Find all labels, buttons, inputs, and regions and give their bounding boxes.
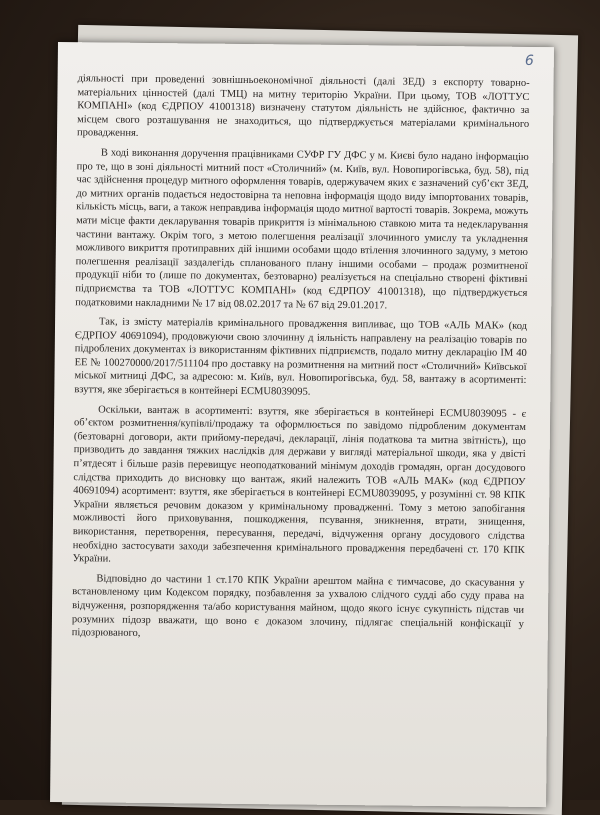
document-page [50,42,554,807]
paragraph: В ході виконання доручення працівниками СУФР ГУ ДФС у м. Києві було надано інформацію про те, що в зоні діяльності митний пост «Столичний» (м. Київ, вул. Новопирогівська, буд. 58), під час здійснення процедур митного оформлення товарів, одержувачем яких є зазначений суб’єкт ЗЕД, до митних органів подається недостовірна та неповна інформація щодо виду імпортованих товарів, кількість місць, ваги, а також неправдива інформація щодо митної вартості товарів. Зокрема, можуть мати місце факти декларування товарів прикриття із мінімальною ставкою мита та недекларування частини вантажу. Окрім того, з метою полегшення реалізації злочинного умислу та укладнення можливого викриття протиправних дій іншими особами щодо втілення злочинного задуму, з метою полегшення реалізації заздалегідь спланованого плану іншими особами – продаж розмитненої продукції ніби то (лише по документах, безтоварно) реалізується на спеціально створені фіктивні підприємства та ТОВ «ЛОТТУС КОМПАНІ» (код ЄДРПОУ 41001318), що підтверджується податковими накладними № 17 від 08.02.2017 та № 67 від 29.01.2017. [75,147,529,311]
document-text [72,72,530,650]
paragraph: Відповідно до частини 1 ст.170 КПК України арештом майна є тимчасове, до скасування у встановленому цим Кодексом порядку, позбавлення за ухвалою слідчого судді або суду права на відчуження, розпорядження та/або користування майном, щодо якого існує сукупність підстав чи розумних підозр вважати, що воно є доказом злочину, підлягає спеціальній конфіскації у підозрюваного, [71,573,525,640]
handwritten-page-number: 6 [524,52,534,69]
paragraph: Так, із змісту матеріалів кримінального провадження випливає, що ТОВ «АЛЬ МАК» (код ЄДРПОУ 40691094), продовжуючи свою злочинну д іяльність направлену на реалізацію товарів по підроблених документах із використанням фіктивних підприємств, подало митну декларацію ІМ 40 ЕЕ № 100270000/2017/511104 про доставку на розмитнення на митний пост «Столичний» Київської міської митниці ДФС, за адресою: м. Київ, вул. Новопирогівська, буд. 58, вантажу в асортименті: взуття, яке зберігається в контейнері ECMU8039095. [74,316,528,398]
paragraph: Оскільки, вантаж в асортименті: взуття, яке зберігається в контейнері ECMU8039095 - є об’єктом розмитнення/купівлі/продажу та оформлюється по завідомо підробленим документам (безтоварні договори, акти прийому-передачі, декларації, лінія податкова та митна звітність), що призводить до завдання тяжких наслідків для держави у вигляді матеріальної шкоди, яка у двісті п’ятдесят і більше разів перевищує неоподаткований мінімум доходів громадян, орган досудового слідства приходить до висновку що вантаж, який належить ТОВ «АЛЬ МАК» (код ЄДРПОУ 40691094) асортимент: взуття, яке зберігається в контейнері ECMU8039095, у розумінні ст. 98 КПК України являється речовим доказом у кримінальному провадженні. Тому з метою запобігання можливості його приховування, пошкодження, псування, зникнення, втрати, знищення, використання, перетворення, пересування, передачі, відчуження органу досудового слідства необхідно застосувати заходи забезпечення кримінального провадження передбачені ст. 170 КПК України. [72,404,527,565]
paragraph: діяльності при проведенні зовнішньоекономічної діяльності (далі ЗЕД) з експорту товарно-матеріальних цінностей (далі ТМЦ) на митну територію України. При цьому, ТОВ «ЛОТТУС КОМПАНІ» (код ЄДРПОУ 41001318) визначену статутом діяльність не здійснює, фактично за місцем свого розташування не знаходиться, що підтверджується матеріалами кримінального провадження. [76,73,530,140]
